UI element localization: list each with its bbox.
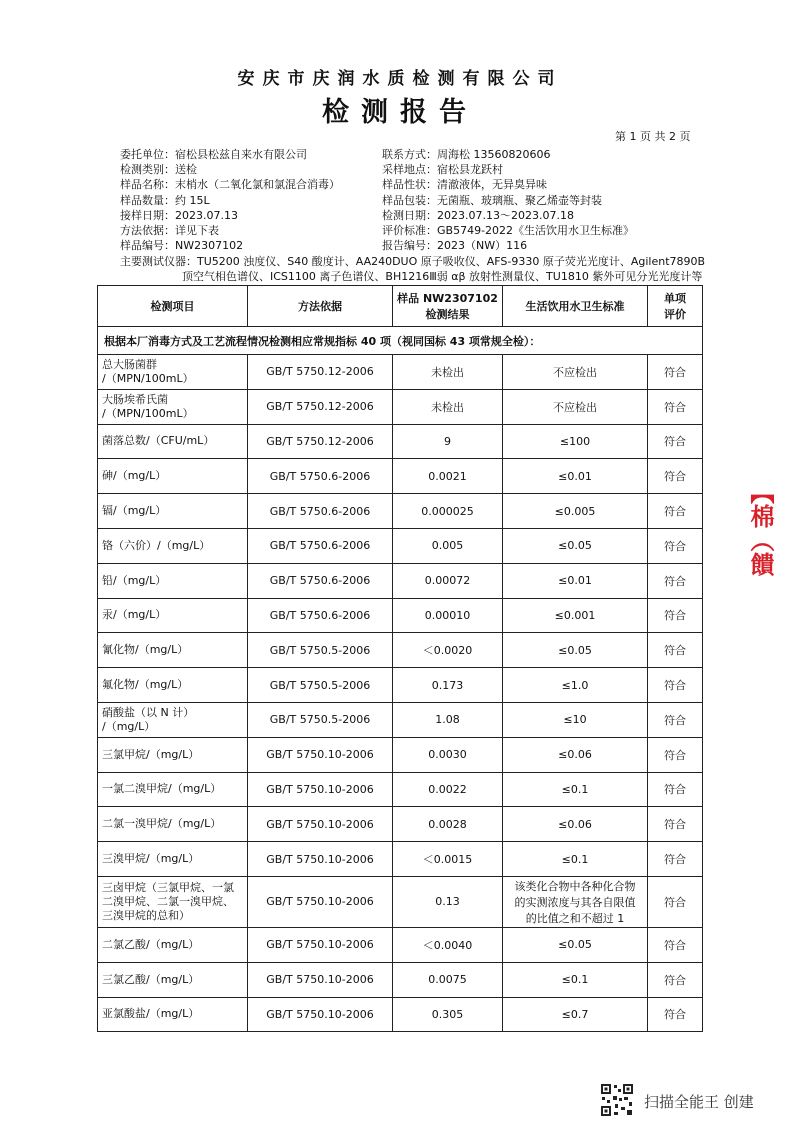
result-cell — [393, 563, 503, 598]
standard-cell-line-1: ≤100 — [559, 434, 591, 448]
standard-cell-line-1: 不应检出 — [553, 400, 597, 414]
item-cell — [98, 962, 248, 997]
standard-cell — [503, 737, 648, 772]
table-row — [98, 702, 703, 737]
table-body — [98, 327, 703, 1032]
item-cell — [98, 563, 248, 598]
header-result-line-2: 检测结果 — [425, 308, 470, 321]
standard-cell — [503, 772, 648, 807]
result-cell-line-1: ＜0.0020 — [422, 644, 473, 658]
evaluation-standard: 评价标准：GB5749-2022《生活饮用水卫生标准》 — [382, 224, 635, 238]
evaluation-cell-line-1: 符合 — [664, 679, 686, 693]
method-basis: 方法依据：详见下表 — [120, 224, 219, 238]
result-cell-line-1: ＜0.0015 — [422, 853, 473, 867]
sample-property: 样品性状：清澈液体，无异臭异味 — [382, 178, 547, 192]
item-cell-line-1: 二氯乙酸/（mg/L） — [102, 937, 200, 951]
item-cell — [98, 876, 248, 927]
info-row — [120, 193, 720, 208]
item-cell — [98, 842, 248, 877]
item-cell — [98, 424, 248, 459]
method-cell — [248, 702, 393, 737]
evaluation-cell-line-1: 符合 — [664, 400, 686, 414]
standard-cell-line-1: ≤0.1 — [561, 852, 589, 866]
result-cell — [393, 598, 503, 633]
result-cell — [393, 668, 503, 703]
info-row — [120, 147, 720, 162]
result-cell — [393, 876, 503, 927]
result-cell-line-1: 0.0022 — [428, 782, 467, 796]
item-cell — [98, 997, 248, 1032]
method-cell — [248, 459, 393, 494]
method-cell — [248, 876, 393, 927]
standard-cell — [503, 842, 648, 877]
item-cell — [98, 598, 248, 633]
evaluation-cell-line-1: 符合 — [664, 365, 686, 379]
header-result-line-1: 样品 NW2307102 — [397, 292, 498, 305]
evaluation-cell-line-1: 符合 — [664, 609, 686, 623]
item-cell-line-1: 三卤甲烷（三氯甲烷、一氯 — [102, 880, 234, 894]
item-cell-line-1: 大肠埃希氏菌 — [102, 392, 168, 406]
sample-packaging: 样品包装：无菌瓶、玻璃瓶、聚乙烯壶等封装 — [382, 193, 602, 207]
result-cell-line-1: 0.0021 — [428, 469, 467, 483]
item-cell — [98, 459, 248, 494]
result-cell-line-1: 0.005 — [431, 539, 464, 553]
method-cell — [248, 997, 393, 1032]
method-cell-line-1: GB/T 5750.10-2006 — [266, 973, 374, 987]
standard-cell-line-1: 该类化合物中各种化合物 — [514, 879, 636, 893]
result-cell — [393, 355, 503, 390]
item-cell-line-2: /（MPN/100mL） — [102, 371, 194, 385]
standard-cell — [503, 633, 648, 668]
result-cell — [393, 927, 503, 962]
evaluation-cell-line-1: 符合 — [664, 644, 686, 658]
evaluation-cell — [648, 563, 703, 598]
standard-cell-line-1: ≤0.06 — [558, 817, 592, 831]
evaluation-cell-line-1: 符合 — [664, 574, 686, 588]
qr-code-icon — [600, 1083, 634, 1117]
item-cell — [98, 927, 248, 962]
item-cell — [98, 389, 248, 424]
method-cell-line-1: GB/T 5750.6-2006 — [269, 539, 371, 553]
standard-cell — [503, 962, 648, 997]
evaluation-cell — [648, 633, 703, 668]
item-cell-line-2: /（mg/L） — [102, 719, 156, 733]
standard-cell — [503, 927, 648, 962]
method-cell-line-1: GB/T 5750.12-2006 — [266, 365, 374, 379]
item-cell-line-1: 氟化物/（mg/L） — [102, 678, 189, 692]
result-cell — [393, 494, 503, 529]
result-cell — [393, 997, 503, 1032]
result-cell-line-1: 0.000025 — [421, 504, 474, 518]
evaluation-cell — [648, 927, 703, 962]
table-row — [98, 962, 703, 997]
result-cell — [393, 842, 503, 877]
instruments-line-2: 顶空气相色谱仪、ICS1100 离子色谱仪、BH1216Ⅲ弱 αβ 放射性测量仪、TU1810 紫外可见分光光度计等 — [182, 270, 703, 283]
method-cell-line-1: GB/T 5750.6-2006 — [269, 608, 371, 622]
item-cell-line-1: 菌落总数/（CFU/mL） — [102, 434, 215, 448]
standard-cell — [503, 598, 648, 633]
evaluation-cell-line-1: 符合 — [664, 748, 686, 762]
standard-cell-line-1: ≤0.01 — [558, 469, 592, 483]
standard-cell-line-2: 的实测浓度与其各自限值 — [514, 895, 636, 909]
result-cell — [393, 528, 503, 563]
standard-cell — [503, 807, 648, 842]
result-cell-line-1: 1.08 — [435, 713, 460, 727]
result-cell-line-1: 0.00010 — [424, 608, 471, 622]
contact: 联系方式：周海松 13560820606 — [382, 148, 551, 161]
method-cell — [248, 842, 393, 877]
table-row — [98, 528, 703, 563]
result-cell-line-1: 0.00072 — [424, 574, 471, 588]
standard-cell-line-1: ≤0.05 — [558, 938, 592, 952]
header-result — [393, 286, 503, 327]
result-cell-line-1: 0.173 — [431, 678, 464, 692]
info-row — [120, 162, 720, 177]
method-cell — [248, 668, 393, 703]
report-info — [120, 147, 720, 253]
header-item: 检测项目 — [98, 286, 248, 327]
method-cell — [248, 772, 393, 807]
client: 委托单位：宿松县松兹自来水有限公司 — [120, 148, 307, 161]
evaluation-cell — [648, 702, 703, 737]
standard-cell — [503, 997, 648, 1032]
result-cell-line-1: 9 — [444, 434, 451, 448]
instruments-line-1: 主要测试仪器：TU5200 浊度仪、S40 酸度计、AA240DUO 原子吸收仪、AFS-9330 原子荧光光度计、Agilent7890B — [120, 255, 706, 268]
standard-cell-line-1: ≤0.05 — [558, 643, 592, 657]
evaluation-cell — [648, 528, 703, 563]
method-cell-line-1: GB/T 5750.10-2006 — [266, 938, 374, 952]
evaluation-cell-line-1: 符合 — [664, 938, 686, 952]
result-cell — [393, 702, 503, 737]
evaluation-cell — [648, 997, 703, 1032]
item-cell-line-1: 总大肠菌群 — [102, 357, 157, 371]
result-cell-line-1: 0.13 — [435, 895, 460, 909]
header-eval-line-1: 单项 — [664, 292, 686, 305]
sample-number: 样品编号：NW2307102 — [120, 239, 244, 253]
item-cell — [98, 528, 248, 563]
item-cell-line-1: 汞/（mg/L） — [102, 608, 167, 622]
method-cell — [248, 355, 393, 390]
standard-cell — [503, 702, 648, 737]
item-cell-line-1: 二氯一溴甲烷/（mg/L） — [102, 817, 222, 831]
standard-cell-line-1: ≤10 — [563, 713, 587, 727]
item-cell-line-1: 铬（六价）/（mg/L） — [102, 538, 211, 552]
info-row — [120, 208, 720, 223]
method-cell-line-1: GB/T 5750.6-2006 — [269, 574, 371, 588]
evaluation-cell — [648, 668, 703, 703]
evaluation-cell-line-1: 符合 — [664, 713, 686, 727]
scanner-watermark: 扫描全能王 创建 — [644, 1093, 754, 1111]
standard-cell — [503, 424, 648, 459]
item-cell — [98, 355, 248, 390]
standard-cell-line-1: ≤1.0 — [561, 678, 589, 692]
table-row — [98, 494, 703, 529]
result-cell — [393, 389, 503, 424]
section-title: 根据本厂消毒方式及工艺流程情况检测相应常规指标 40 项（视同国标 43 项常规全检）： — [98, 327, 703, 355]
results-table — [97, 285, 703, 1032]
result-cell — [393, 459, 503, 494]
standard-cell-line-1: ≤0.1 — [561, 782, 589, 796]
result-cell-line-1: 0.0030 — [428, 748, 467, 762]
item-cell — [98, 772, 248, 807]
evaluation-cell-line-1: 符合 — [664, 539, 686, 553]
evaluation-cell — [648, 842, 703, 877]
item-cell-line-1: 三氯甲烷/（mg/L） — [102, 747, 200, 761]
item-cell-line-1: 一氯二溴甲烷/（mg/L） — [102, 782, 222, 796]
header-standard: 生活饮用水卫生标准 — [503, 286, 648, 327]
evaluation-cell — [648, 737, 703, 772]
item-cell-line-3: 三溴甲烷的总和） — [102, 908, 190, 922]
method-cell — [248, 927, 393, 962]
evaluation-cell-line-1: 符合 — [664, 818, 686, 832]
page-info: 第 1 页 共 2 页 — [615, 130, 691, 143]
method-cell-line-1: GB/T 5750.10-2006 — [266, 782, 374, 796]
standard-cell-line-1: ≤0.1 — [561, 973, 589, 987]
standard-cell — [503, 528, 648, 563]
evaluation-cell — [648, 962, 703, 997]
method-cell-line-1: GB/T 5750.12-2006 — [266, 400, 374, 414]
table-row — [98, 355, 703, 390]
evaluation-cell — [648, 424, 703, 459]
sample-name: 样品名称：末梢水（二氧化氯和氯混合消毒） — [120, 178, 340, 192]
method-cell — [248, 962, 393, 997]
info-row — [120, 177, 720, 192]
method-cell — [248, 424, 393, 459]
method-cell-line-1: GB/T 5750.10-2006 — [266, 1007, 374, 1021]
result-cell-line-1: 0.305 — [431, 1007, 464, 1021]
report-number: 报告编号：2023（NW）116 — [382, 239, 528, 253]
evaluation-cell — [648, 598, 703, 633]
standard-cell-line-1: ≤0.06 — [558, 748, 592, 762]
standard-cell-line-1: ≤0.05 — [558, 539, 592, 553]
standard-cell — [503, 459, 648, 494]
evaluation-cell-line-1: 符合 — [664, 435, 686, 449]
evaluation-cell-line-1: 符合 — [664, 973, 686, 987]
result-cell-line-1: 未检出 — [431, 400, 464, 414]
item-cell-line-1: 氰化物/（mg/L） — [102, 643, 189, 657]
item-cell-line-1: 硝酸盐（以 N 计） — [102, 705, 195, 719]
table-header-row — [98, 286, 703, 327]
evaluation-cell — [648, 807, 703, 842]
result-cell — [393, 737, 503, 772]
table-row — [98, 424, 703, 459]
method-cell — [248, 737, 393, 772]
item-cell-line-1: 三溴甲烷/（mg/L） — [102, 852, 200, 866]
standard-cell — [503, 494, 648, 529]
table-row — [98, 876, 703, 927]
item-cell-line-1: 铅/（mg/L） — [102, 573, 167, 587]
table-row — [98, 842, 703, 877]
method-cell-line-1: GB/T 5750.5-2006 — [269, 643, 371, 657]
result-cell-line-1: 0.0075 — [428, 973, 467, 987]
evaluation-cell — [648, 876, 703, 927]
standard-cell — [503, 389, 648, 424]
red-seal-mark: 【棉（饋 — [746, 480, 774, 576]
method-cell-line-1: GB/T 5750.5-2006 — [269, 678, 371, 692]
standard-cell-line-1: 不应检出 — [553, 365, 597, 379]
method-cell — [248, 598, 393, 633]
standard-cell-line-3: 的比值之和不超过 1 — [525, 911, 625, 925]
result-cell-line-1: 0.0028 — [428, 817, 467, 831]
method-cell-line-1: GB/T 5750.6-2006 — [269, 469, 371, 483]
table-row — [98, 668, 703, 703]
table-row — [98, 459, 703, 494]
table-row — [98, 563, 703, 598]
received-date: 接样日期：2023.07.13 — [120, 208, 238, 222]
test-date: 检测日期：2023.07.13～2023.07.18 — [382, 208, 574, 222]
item-cell — [98, 633, 248, 668]
item-cell-line-1: 三氯乙酸/（mg/L） — [102, 972, 200, 986]
evaluation-cell-line-1: 符合 — [664, 783, 686, 797]
sample-quantity: 样品数量：约 15L — [120, 193, 210, 207]
info-row — [120, 223, 720, 238]
evaluation-cell-line-1: 符合 — [664, 470, 686, 484]
method-cell — [248, 528, 393, 563]
standard-cell — [503, 355, 648, 390]
standard-cell — [503, 668, 648, 703]
method-cell — [248, 563, 393, 598]
section-row — [98, 327, 703, 355]
table-row — [98, 997, 703, 1032]
evaluation-cell — [648, 772, 703, 807]
item-cell — [98, 807, 248, 842]
item-cell-line-2: /（MPN/100mL） — [102, 406, 194, 420]
method-cell-line-1: GB/T 5750.10-2006 — [266, 748, 374, 762]
item-cell-line-1: 砷/（mg/L） — [102, 469, 167, 483]
evaluation-cell — [648, 459, 703, 494]
standard-cell-line-1: ≤0.001 — [554, 608, 596, 622]
table-row — [98, 927, 703, 962]
result-cell — [393, 962, 503, 997]
evaluation-cell — [648, 494, 703, 529]
item-cell — [98, 494, 248, 529]
report-title: 检测报告 — [322, 97, 478, 128]
method-cell — [248, 389, 393, 424]
method-cell — [248, 807, 393, 842]
evaluation-cell — [648, 355, 703, 390]
item-cell — [98, 737, 248, 772]
method-cell — [248, 494, 393, 529]
method-cell-line-1: GB/T 5750.6-2006 — [269, 504, 371, 518]
table-row — [98, 389, 703, 424]
result-cell — [393, 424, 503, 459]
result-cell — [393, 807, 503, 842]
table-row — [98, 633, 703, 668]
table-row — [98, 598, 703, 633]
result-cell — [393, 772, 503, 807]
info-row — [120, 238, 720, 253]
table-row — [98, 737, 703, 772]
standard-cell-line-1: ≤0.005 — [554, 504, 596, 518]
evaluation-cell-line-1: 符合 — [664, 895, 686, 909]
sampling-location: 采样地点：宿松县龙跃村 — [382, 163, 503, 177]
header-evaluation — [648, 286, 703, 327]
item-cell-line-2: 二溴甲烷、二氯一溴甲烷、 — [102, 894, 234, 908]
method-cell — [248, 633, 393, 668]
item-cell — [98, 702, 248, 737]
header-method: 方法依据 — [248, 286, 393, 327]
item-cell — [98, 668, 248, 703]
method-cell-line-1: GB/T 5750.10-2006 — [266, 895, 374, 909]
evaluation-cell — [648, 389, 703, 424]
method-cell-line-1: GB/T 5750.5-2006 — [269, 713, 371, 727]
evaluation-cell-line-1: 符合 — [664, 505, 686, 519]
standard-cell-line-1: ≤0.7 — [561, 1007, 589, 1021]
item-cell-line-1: 镉/（mg/L） — [102, 504, 167, 518]
table-row — [98, 807, 703, 842]
standard-cell-line-1: ≤0.01 — [558, 574, 592, 588]
result-cell-line-1: 未检出 — [431, 365, 464, 379]
result-cell-line-1: ＜0.0040 — [422, 938, 473, 952]
item-cell-line-1: 亚氯酸盐/（mg/L） — [102, 1007, 200, 1021]
method-cell-line-1: GB/T 5750.10-2006 — [266, 817, 374, 831]
category: 检测类别：送检 — [120, 163, 197, 177]
result-cell — [393, 633, 503, 668]
evaluation-cell-line-1: 符合 — [664, 1008, 686, 1022]
company-name: 安庆市庆润水质检测有限公司 — [237, 69, 563, 89]
instruments — [120, 254, 720, 284]
evaluation-cell-line-1: 符合 — [664, 853, 686, 867]
method-cell-line-1: GB/T 5750.10-2006 — [266, 852, 374, 866]
standard-cell — [503, 563, 648, 598]
method-cell-line-1: GB/T 5750.12-2006 — [266, 434, 374, 448]
table-row — [98, 772, 703, 807]
header-eval-line-2: 评价 — [664, 308, 686, 321]
standard-cell — [503, 876, 648, 927]
